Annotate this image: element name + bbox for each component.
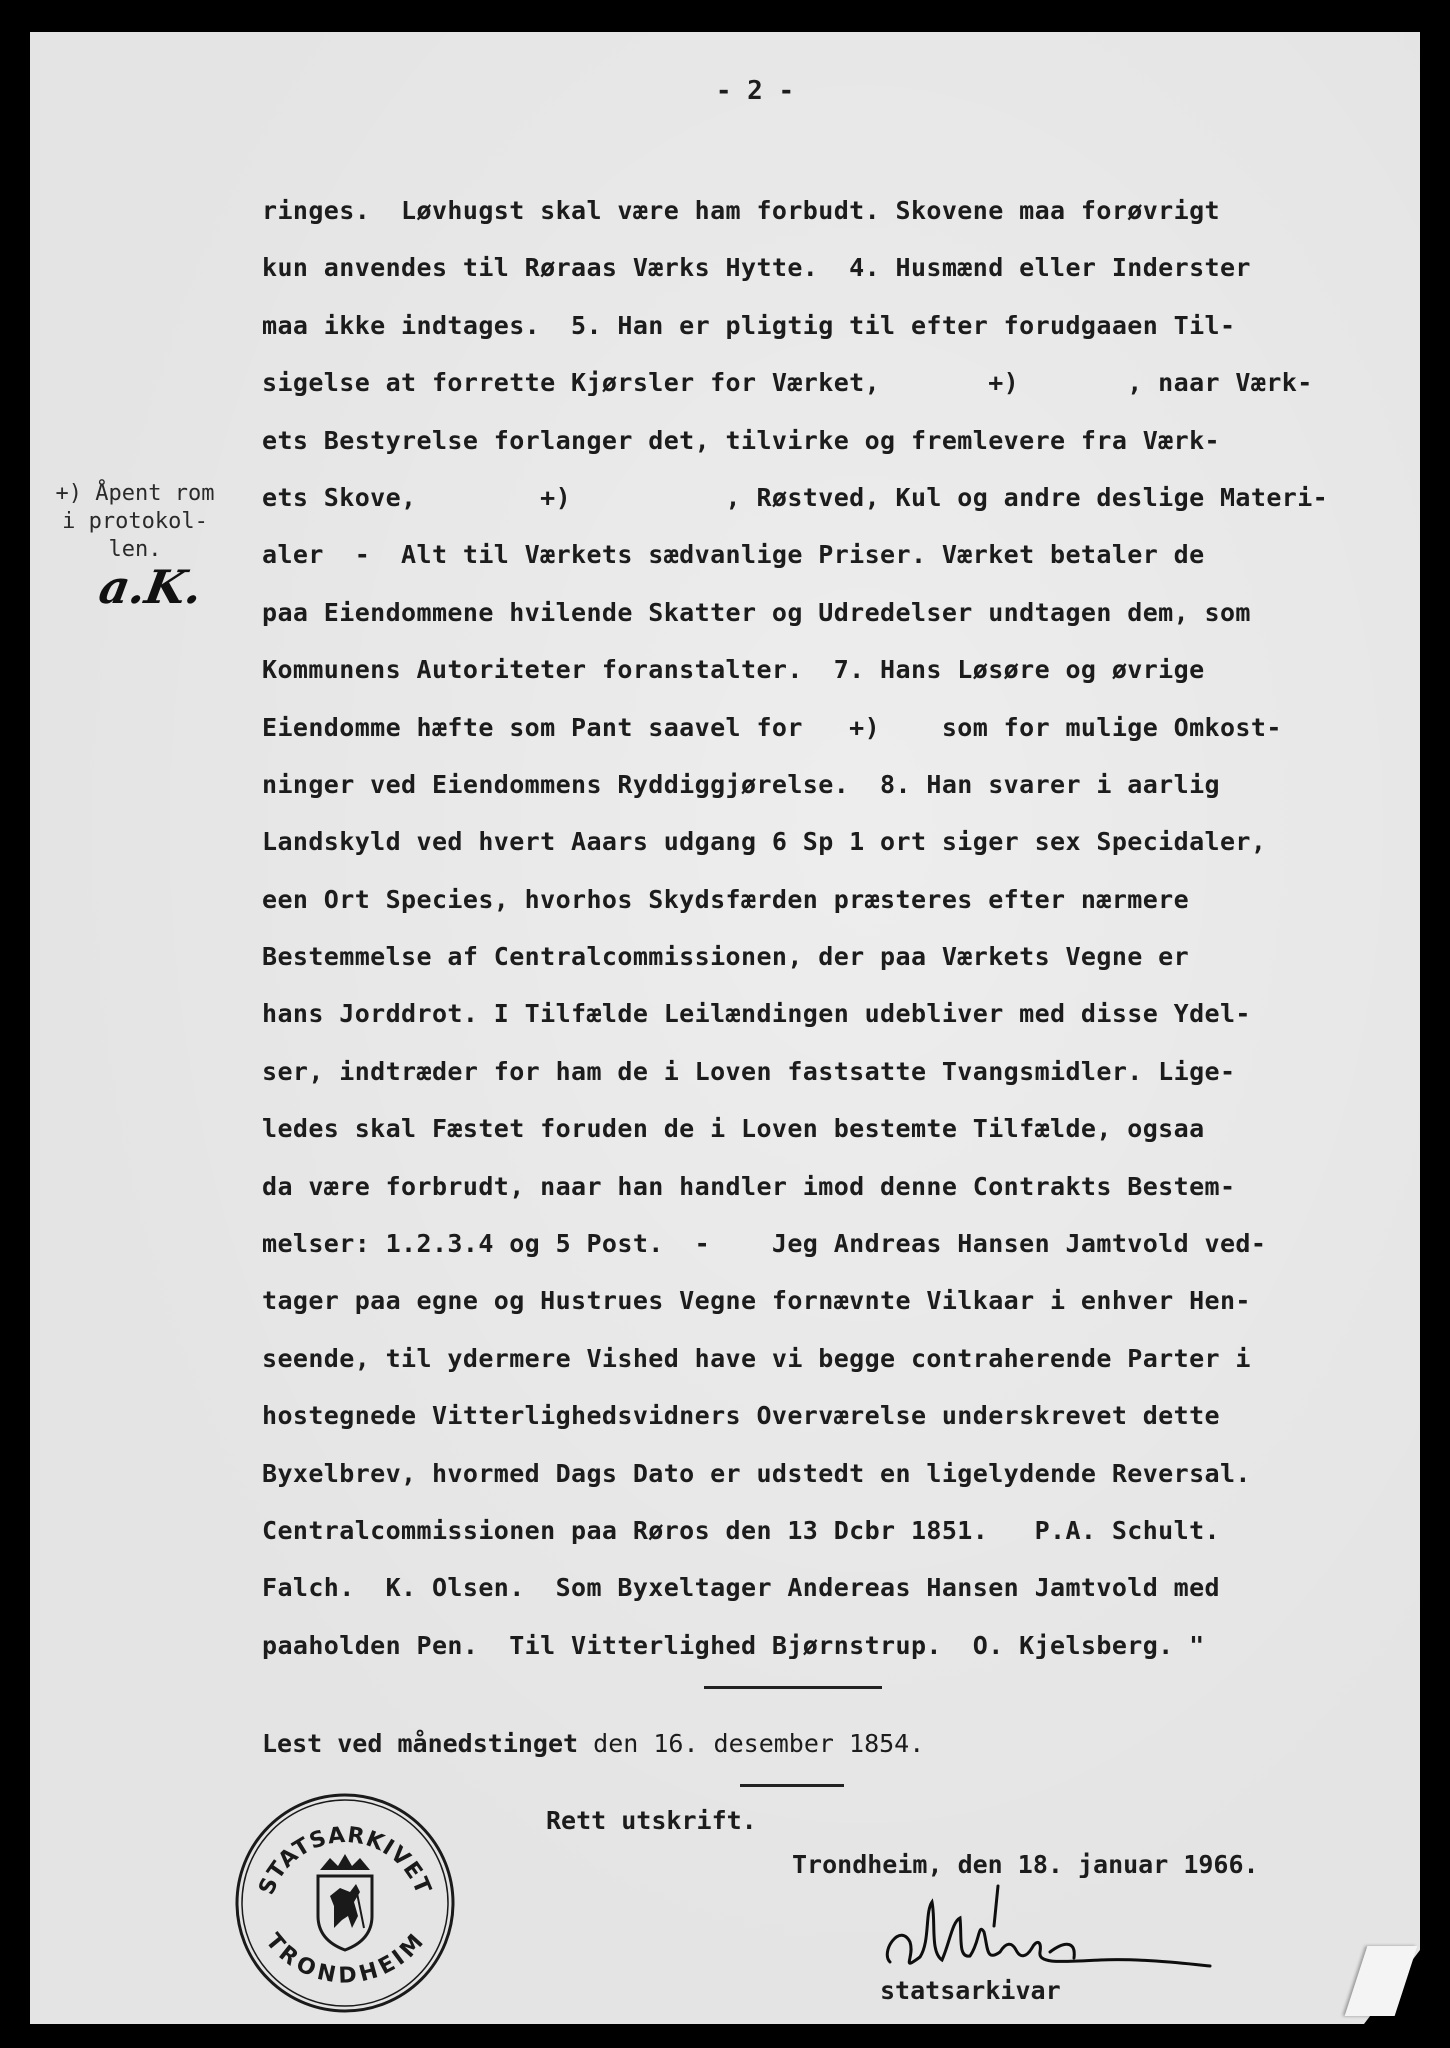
norwegian-coat-of-arms-icon [318, 1854, 372, 1950]
text-line: ser, indtræder for ham de i Loven fastsatte Tvangsmidler. Lige- [262, 1056, 1236, 1086]
archive-stamp [230, 1788, 460, 2018]
text-line: Falch. K. Olsen. Som Byxeltager Andereas Hansen Jamtvold med [262, 1573, 1220, 1603]
text-line: ledes skal Fæstet foruden de i Loven bestemte Tilfælde, ogsaa [262, 1114, 1205, 1144]
certification-text: Rett utskrift. [546, 1806, 757, 1835]
text-line: aler - Alt til Værkets sædvanlige Priser. Værket betaler de [262, 540, 1205, 570]
stamp-top-text: STATSARKIVET [254, 1822, 436, 1899]
text-line: Centralcommissionen paa Røros den 13 Dcbr 1851. P.A. Schult. [262, 1515, 1220, 1545]
place-and-date: Trondheim, den 18. januar 1966. [792, 1850, 1259, 1879]
section-divider-short [740, 1784, 844, 1787]
reading-note-text: Lest ved månedstinget [262, 1729, 594, 1758]
document-page [30, 32, 1420, 2024]
text-line: ets Bestyrelse forlanger det, tilvirke og fremlevere fra Værk- [262, 425, 1220, 455]
text-line: seende, til ydermere Vished have vi begge contraherende Parter i [262, 1343, 1251, 1373]
text-line: hostegnede Vitterlighedsvidners Overværelse underskrevet dette [262, 1401, 1220, 1431]
text-line: paaholden Pen. Til Vitterlighed Bjørnstrup. O. Kjelsberg. " [262, 1630, 1205, 1660]
text-line: een Ort Species, hvorhos Skydsfærden præsteres efter nærmere [262, 884, 1190, 914]
text-line: tager paa egne og Hustrues Vegne fornævnte Vilkaar i enhver Hen- [262, 1286, 1251, 1316]
text-line: kun anvendes til Røraas Værks Hytte. 4. Husmænd eller Inderster [262, 253, 1251, 283]
margin-initials: a.K. [95, 560, 207, 614]
text-line: ets Skove, +) , Røstved, Kul og andre deslige Materi- [262, 482, 1329, 512]
text-line: ninger ved Eiendommens Ryddiggjørelse. 8. Han svarer i aarlig [262, 769, 1220, 799]
text-line: Landskyld ved hvert Aaars udgang 6 Sp 1 ort siger sex Specidaler, [262, 827, 1267, 857]
stamp-bottom-text: TRONDHEIM [260, 1928, 430, 1989]
page-number: - 2 - [715, 76, 795, 106]
section-divider [704, 1686, 882, 1689]
text-line: ringes. Løvhugst skal være ham forbudt. Skovene maa forøvrigt [262, 196, 1220, 225]
svg-text:TRONDHEIM [260, 1929, 429, 1989]
body-text [262, 182, 1420, 1674]
reading-note [262, 1729, 924, 1758]
margin-note: +) Åpent rom i protokol- len. [55, 481, 215, 562]
text-line: maa ikke indtages. 5. Han er pligtig til efter forudgaaen Til- [262, 310, 1236, 340]
text-line: melser: 1.2.3.4 og 5 Post. - Jeg Andreas Hansen Jamtvold ved- [262, 1229, 1267, 1259]
text-line: Kommunens Autoriteter foranstalter. 7. Hans Løsøre og øvrige [262, 655, 1205, 685]
text-line: hans Jorddrot. I Tilfælde Leilændingen udebliver med disse Ydel- [262, 999, 1251, 1029]
reading-note-date: den 16. desember 1854. [593, 1729, 925, 1758]
text-line: Byxelbrev, hvormed Dags Dato er udstedt en ligelydende Reversal. [262, 1458, 1251, 1488]
text-line: sigelse at forrette Kjørsler for Værket, +) , naar Værk- [262, 368, 1313, 398]
text-line: Eiendomme hæfte som Pant saavel for +) som for mulige Omkost- [262, 712, 1282, 742]
text-line: da være forbrudt, naar han handler imod denne Contrakts Bestem- [262, 1171, 1236, 1201]
signer-title: statsarkivar [880, 1976, 1061, 2005]
text-line: paa Eiendommene hvilende Skatter og Udredelser undtagen dem, som [262, 597, 1251, 627]
text-line: Bestemmelse af Centralcommissionen, der paa Værkets Vegne er [262, 942, 1190, 972]
